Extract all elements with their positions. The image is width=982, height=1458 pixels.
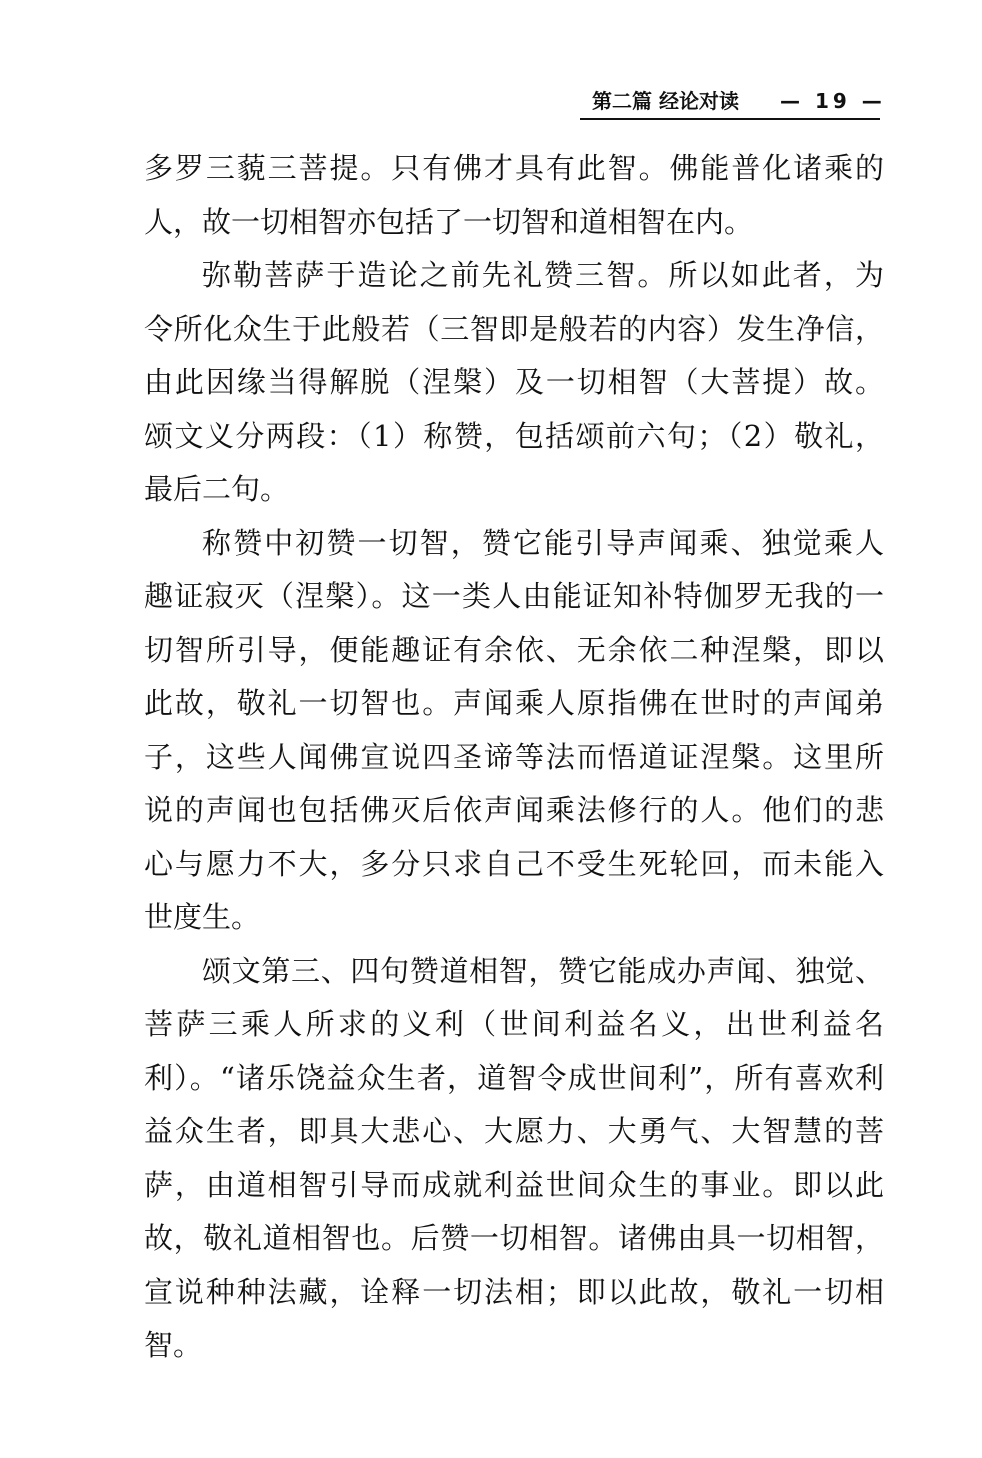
text-line: 益众生者，即具大悲心、大愿力、大勇气、大智慧的菩: [144, 1114, 884, 1148]
text-line: 由此因缘当得解脱（涅槃）及一切相智（大菩提）故。: [144, 365, 884, 399]
text-line: 多罗三藐三菩提。只有佛才具有此智。佛能普化诸乘的: [144, 151, 884, 185]
text-line: 趣证寂灭（涅槃）。这一类人由能证知补特伽罗无我的一: [144, 579, 884, 613]
chapter-title: 第二篇 经论对读: [592, 89, 739, 113]
text-line: 故，敬礼道相智也。后赞一切相智。诸佛由具一切相智，: [144, 1221, 884, 1255]
text-line: 人，故一切相智亦包括了一切智和道相智在内。: [144, 204, 754, 239]
text-line: 最后二句。: [144, 472, 290, 506]
text-line: 颂文第三、四句赞道相智，赞它能成办声闻、独觉、: [202, 953, 884, 988]
text-line: 说的声闻也包括佛灭后依声闻乘法修行的人。他们的悲: [144, 793, 884, 827]
text-line: 心与愿力不大，多分只求自己不受生死轮回，而未能入: [144, 846, 884, 881]
body-text: [144, 142, 884, 1373]
text-line: 令所化众生于此般若（三智即是般若的内容）发生净信，: [144, 311, 884, 346]
text-line: 弥勒菩萨于造论之前先礼赞三智。所以如此者，为: [202, 258, 884, 292]
text-line: 智。: [144, 1328, 203, 1362]
text-line: 菩萨三乘人所求的义利（世间利益名义，出世利益名: [144, 1007, 884, 1041]
text-line: 切智所引导，便能趣证有余依、无余依二种涅槃，即以: [144, 632, 884, 667]
text-line: 宣说种种法藏，诠释一切法相；即以此故，敬礼一切相: [144, 1274, 884, 1309]
text-line: 萨，由道相智引导而成就利益世间众生的事业。即以此: [144, 1167, 884, 1202]
text-line: 世度生。: [144, 900, 261, 934]
running-header: [580, 84, 886, 120]
text-line: 此故，敬礼一切智也。声闻乘人原指佛在世时的声闻弟: [144, 686, 884, 720]
text-line: 称赞中初赞一切智，赞它能引导声闻乘、独觉乘人: [202, 525, 884, 560]
text-line: 子，这些人闻佛宣说四圣谛等法而悟道证涅槃。这里所: [144, 739, 884, 774]
page-number: — 19 —: [780, 89, 886, 113]
text-line: 颂文义分两段：（1）称赞，包括颂前六句；（2）敬礼，: [144, 418, 884, 453]
text-line: 利）。“诸乐饶益众生者，道智令成世间利”，所有喜欢利: [144, 1060, 884, 1095]
